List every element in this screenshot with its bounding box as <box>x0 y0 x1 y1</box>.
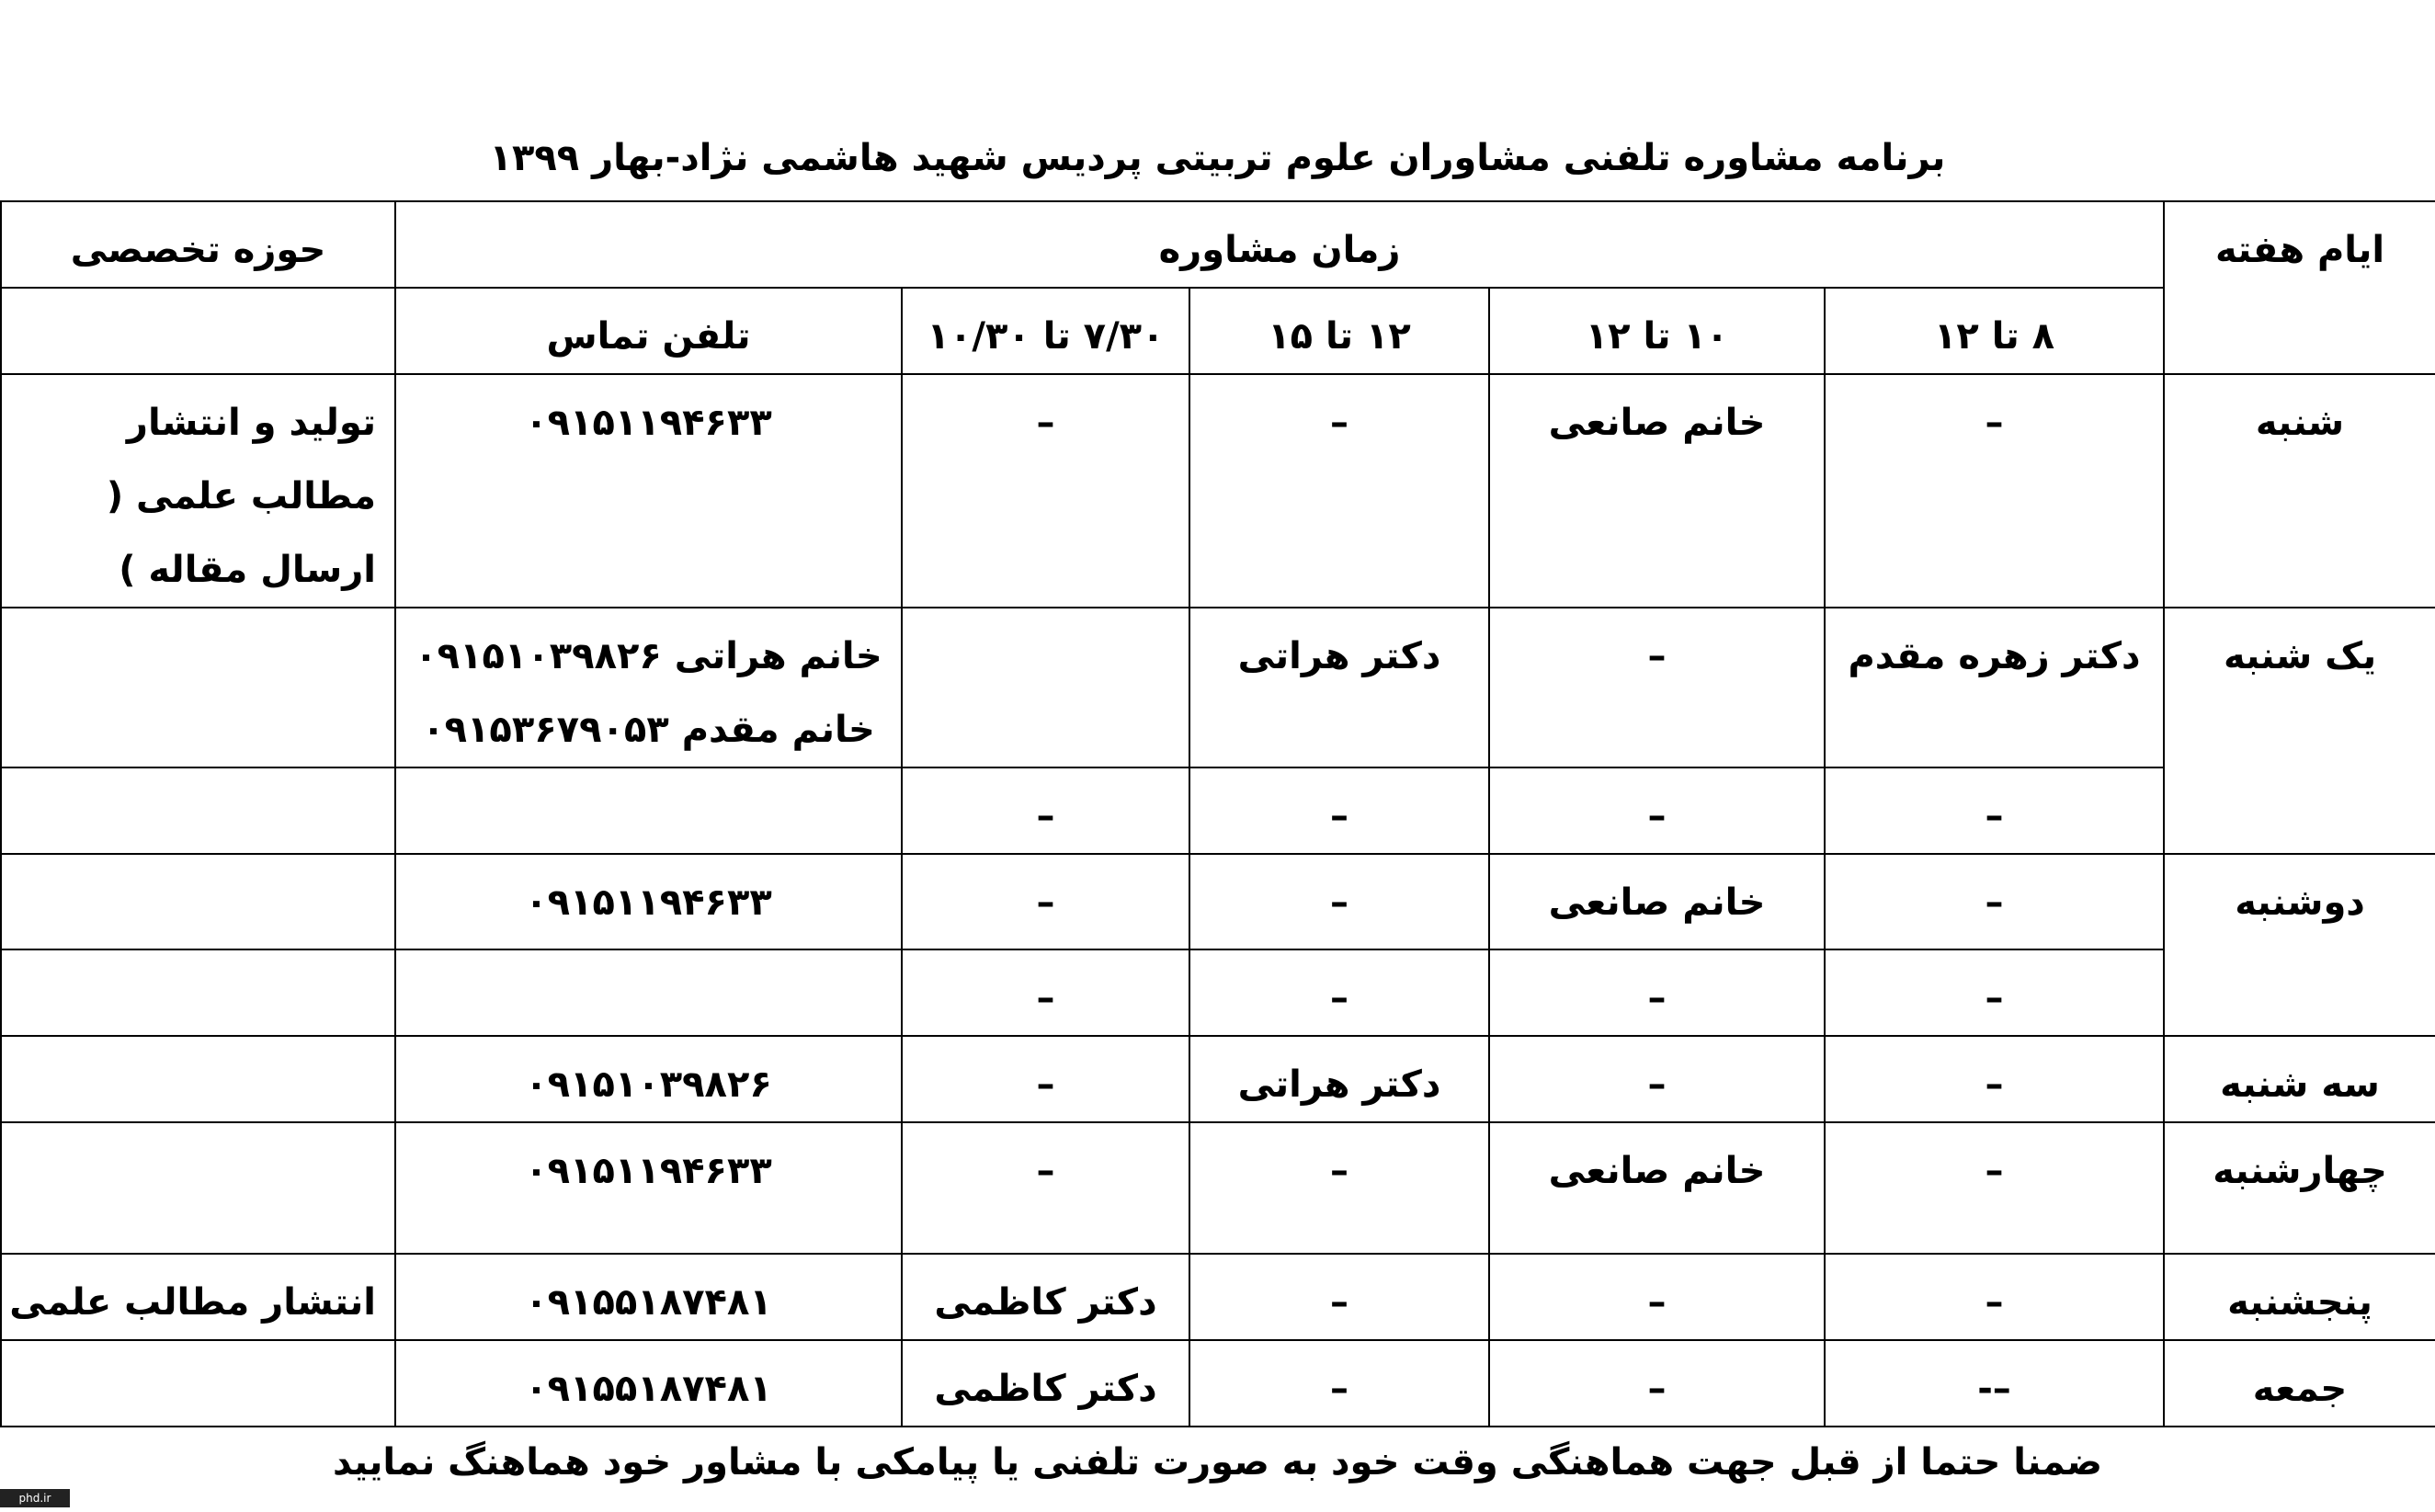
slot-cell: – <box>1489 1254 1825 1340</box>
slot-cell: – <box>902 1122 1189 1254</box>
slot-cell: – <box>1189 767 1489 854</box>
header-slot-8-12: ۸ تا ۱۲ <box>1825 288 2164 374</box>
slot-cell: دکتر زهره مقدم <box>1825 608 2164 767</box>
field-line: ارسال مقاله ) <box>119 549 376 591</box>
slot-cell: – <box>902 854 1189 949</box>
slot-cell: – <box>1489 767 1825 854</box>
day-cell: پنجشنبه <box>2164 1254 2435 1340</box>
table-row-yekshanbeh-b <box>1 767 2435 854</box>
slot-cell <box>902 608 1189 767</box>
day-cell: یک شنبه <box>2164 608 2435 854</box>
day-cell: سه شنبه <box>2164 1036 2435 1122</box>
phone-number: ۰۹۱۵۱۰۳۹۸۲۶ <box>415 635 662 677</box>
day-cell: دوشنبه <box>2164 854 2435 1036</box>
footer-note: ضمنا حتما از قبل جهت هماهنگی وقت خود به صورت تلفنی یا پیامکی با مشاور خود هماهنگ نمایید <box>332 1441 2103 1484</box>
table-row-chaharshanbeh <box>1 1122 2435 1254</box>
slot-cell: – <box>1825 374 2164 608</box>
slot-cell: – <box>1189 374 1489 608</box>
slot-cell: خانم صانعی <box>1489 374 1825 608</box>
slot-cell: دکتر هراتی <box>1189 1036 1489 1122</box>
slot-cell: – <box>1489 949 1825 1036</box>
phone-cell: ۰۹۱۵۱۰۳۹۸۲۶ <box>395 1036 902 1122</box>
slot-cell: – <box>1825 767 2164 854</box>
header-slot-730-1030: ۷/۳۰ تا ۱۰/۳۰ <box>902 288 1189 374</box>
table-row-seshanbeh <box>1 1036 2435 1122</box>
field-cell <box>1 854 395 949</box>
slot-cell: – <box>1189 1122 1489 1254</box>
field-cell <box>1 1036 395 1122</box>
phone-line <box>404 693 893 767</box>
table-row-shanbeh <box>1 374 2435 608</box>
field-line: مطالب علمی ( <box>106 475 376 517</box>
header-field: حوزه تخصصی <box>1 201 395 288</box>
watermark-logo: phd.ir <box>0 1489 70 1507</box>
slot-cell: دکتر هراتی <box>1189 608 1489 767</box>
slot-cell: خانم صانعی <box>1489 1122 1825 1254</box>
field-cell: انتشار مطالب علمی <box>1 1254 395 1340</box>
field-cell <box>1 608 395 767</box>
slot-cell: دکتر کاظمی <box>902 1254 1189 1340</box>
phone-cell: ۰۹۱۵۱۱۹۴۶۳۳ <box>395 1122 902 1254</box>
schedule-table <box>0 200 2435 1410</box>
phone-cell: ۰۹۱۵۵۱۸۷۴۸۱ <box>395 1254 902 1340</box>
header-phone: تلفن تماس <box>395 288 902 374</box>
table-row-yekshanbeh <box>1 608 2435 767</box>
table-row-doshanbeh <box>1 854 2435 949</box>
slot-cell: – <box>1825 949 2164 1036</box>
field-line: تولید و انتشار <box>126 402 376 444</box>
header-consult-time: زمان مشاوره <box>395 201 2164 288</box>
slot-cell: –- <box>1825 1340 2164 1427</box>
phone-cell: ۰۹۱۵۵۱۸۷۴۸۱ <box>395 1340 902 1427</box>
page-title: برنامه مشاوره تلفنی مشاوران علوم تربیتی پردیس شهید هاشمی نژاد-بهار ۱۳۹۹ <box>489 137 1946 179</box>
header-field-empty <box>1 288 395 374</box>
slot-cell: – <box>1825 1036 2164 1122</box>
day-cell: جمعه <box>2164 1340 2435 1427</box>
field-cell <box>1 1122 395 1254</box>
slot-cell: – <box>902 374 1189 608</box>
slot-cell: – <box>902 1036 1189 1122</box>
slot-cell: – <box>902 949 1189 1036</box>
field-cell <box>1 1340 395 1427</box>
table-row-jomeh <box>1 1340 2435 1427</box>
slot-cell: – <box>902 767 1189 854</box>
slot-cell: – <box>1825 854 2164 949</box>
phone-line <box>404 620 893 693</box>
header-slot-12-15: ۱۲ تا ۱۵ <box>1189 288 1489 374</box>
table-row-panjshanbeh <box>1 1254 2435 1340</box>
phone-cell <box>395 608 902 767</box>
contact-name: خانم هراتی <box>674 635 882 677</box>
table-row-doshanbeh-b <box>1 949 2435 1036</box>
slot-cell: – <box>1825 1122 2164 1254</box>
slot-cell: – <box>1489 608 1825 767</box>
phone-cell <box>395 949 902 1036</box>
slot-cell: – <box>1189 949 1489 1036</box>
slot-cell: – <box>1489 1340 1825 1427</box>
slot-cell: – <box>1825 1254 2164 1340</box>
phone-cell: ۰۹۱۵۱۱۹۴۶۳۳ <box>395 854 902 949</box>
contact-name: خانم مقدم <box>681 709 875 751</box>
day-cell: چهارشنبه <box>2164 1122 2435 1254</box>
phone-number: ۰۹۱۵۳۶۷۹۰۵۳ <box>422 709 669 751</box>
field-cell <box>1 767 395 854</box>
slot-cell: خانم صانعی <box>1489 854 1825 949</box>
slot-cell: – <box>1189 1254 1489 1340</box>
slot-cell: دکتر کاظمی <box>902 1340 1189 1427</box>
slot-cell: – <box>1489 1036 1825 1122</box>
field-cell <box>1 374 395 608</box>
header-slot-10-12: ۱۰ تا ۱۲ <box>1489 288 1825 374</box>
slot-cell: – <box>1189 854 1489 949</box>
header-row-2 <box>1 288 2435 374</box>
header-row-1 <box>1 201 2435 288</box>
phone-cell <box>395 767 902 854</box>
slot-cell: – <box>1189 1340 1489 1427</box>
phone-cell: ۰۹۱۵۱۱۹۴۶۳۳ <box>395 374 902 608</box>
day-cell: شنبه <box>2164 374 2435 608</box>
header-days: ایام هفته <box>2164 201 2435 374</box>
field-cell <box>1 949 395 1036</box>
